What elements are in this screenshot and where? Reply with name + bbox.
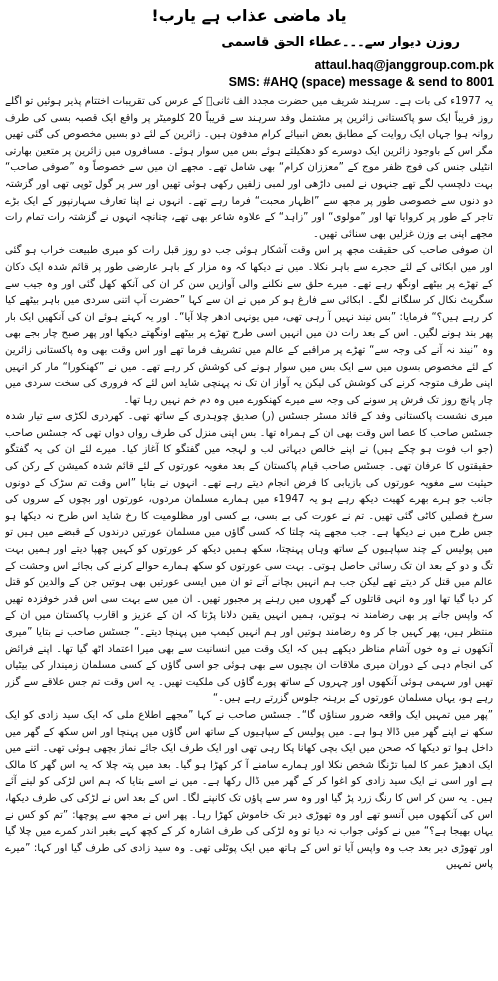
author-email: attaul.haq@janggroup.com.pk	[314, 58, 494, 72]
paragraph: ”پھر میں تمہیں ایک واقعہ ضرور سناؤں گا“۔ جسٹس صاحب نے کہا ”مجھے اطلاع ملی کہ ایک سید زادی کو ایک سکھ نے اپنے گھر میں ڈالا ہوا ہے۔ میں پولیس کے سپاہیوں کے ساتھ اس گاؤں میں پہنچا اور اس سکھ کے گھر میں داخل ہوا تو دیکھا کہ صحن میں ایک بچی کھانا پکا رہی تھی اور ایک طرف ایک جائے نماز بچھی ہوئی تھی۔ اتنے میں ایک ادھیڑ عمر کا لمبا تڑنگا شخص نکلا اور ہمارے سامنے آ کر کھڑا ہو گیا۔ بعد میں پتہ چلا کہ یہ اس گھر کا مالک ہے اور اسی نے ایک سید زادی کو اغوا کر کے گھر میں ڈال رکھا ہے۔ میں نے اسے بتایا کہ ہم اس لڑکی کو لینے آئے ہیں۔ یہ سن کر اس کا رنگ زرد پڑ گیا اور وہ سر سے پاؤں تک کانپنے لگا۔ اس کے بعد اس نے لڑکی کی طرف دیکھا، اس کی آنکھوں میں آنسو تھے اور وہ تھوڑی دیر تک خاموش کھڑا رہا۔ پھر اس نے مجھ سے پوچھا: ”تم کو کس نے یہاں بھیجا ہے؟“ میں نے کوئی جواب نہ دیا تو وہ لڑکی کی طرف اشارہ کر کے کچھ کہے بغیر اندر کمرے میں چلا گیا اور تھوڑی دیر بعد جب وہ واپس آیا تو اس کے ہاتھ میں ایک پوٹلی تھی۔ وہ سید زادی کی طرف گیا اور کہا: ”میرے پاس تمہیں	[5, 709, 493, 871]
paragraph: میری نشست پاکستانی وفد کے قائد مسٹر جسٹس (ر) صدیق چوہدری کے ساتھ تھی۔ کھردری لکڑی سے تیار شدہ جسٹس صاحب کا عصا اس وقت بھی ان کے ہمراہ تھا۔ بس اپنی منزل کی طرف رواں دواں تھی کہ جسٹس صاحب (جو اب فوت ہو چکے ہیں) نے اپنے خالص دیہاتی لب و لہجہ میں گفتگو کا آغاز کیا۔ میرے لئے ان کی یہ گفتگو حقیقتوں کا عرفان تھی۔ جسٹس صاحب قیام پاکستان کے بعد مغویہ عورتوں کے لئے قائم شدہ کمیشن کے رکن کی حیثیت سے مغویہ عورتوں کی بازیابی کا فرض انجام دیتے رہے تھے۔ انہوں نے بتایا ”اس وقت تم سڑک کے دونوں جانب جو ہرے بھرے کھیت دیکھ رہے ہو یہ 1947ء میں ہمارے مسلمان مردوں، عورتوں اور بچوں کے سروں کی سرخ فصلیں کاٹی گئی تھیں۔ تم نے عورت کی بے بسی، بے کسی اور مظلومیت کا رخ شاید اس طرح نہ دیکھا ہو جس طرح میں نے دیکھا ہے۔ جب مجھے پتہ چلتا کہ کسی گاؤں میں مسلمان عورتیں درندوں کے قبضے میں ہیں تو میں پولیس کے چند سپاہیوں کے ساتھ وہاں پہنچتا، سکھ ہمیں دیکھ کر عورتوں کو کہیں چھپا دیتے اور ہمیں بہت تگ و دو کے بعد ان تک رسائی حاصل ہوتی۔ بہت سی عورتوں کو سکھ ہمارے حوالے کرنے کی بجائے اس وحشت کے عالم میں قتل کر دیتے تھے لیکن جب ہم انہیں بچانے آتے تو ان میں ایسی عورتیں بھی ہوتیں جن کے والدین کو قتل کر دیا گیا تھا اور وہ انہی قاتلوں کے گھروں میں رہنے پر مجبور تھیں۔ ان میں سے بہت سی اس قدر خوفزدہ تھیں کہ واپس جانے پر بھی رضامند نہ ہوتیں، ہمیں انہیں یقین دلانا پڑتا کہ ان کے عزیز و اقارب پاکستان میں ان کے منتظر ہیں، پھر کہیں جا کر وہ رضامند ہوتیں اور ہم انہیں کیمپ میں پہنچا دیتے۔“ جسٹس صاحب نے بتایا ”میری آنکھوں نے وہ خوں آشام مناظر دیکھے ہیں کہ ایک وقت میں انسانیت سے بھی میرا اعتماد اٹھ گیا تھا۔ اپنے فرائض کی انجام دہی کے دوران میری ملاقات ان بچیوں سے بھی ہوئی جو اسی گاؤں کے کسی مسلمان زمیندار کی بیٹیاں تھیں اور سہمی ہوئی آنکھوں اور چہروں کے ساتھ پورے گاؤں کی ملکیت تھیں۔ یہ اس وقت تم جس علاقے سے گزر رہے ہو، یہاں مسلمان عورتوں کے برہنہ جلوس گزرتے رہے ہیں۔“	[5, 411, 493, 705]
sms-instruction: SMS: #AHQ (space) message & send to 8001	[228, 75, 494, 89]
column-title: یاد ماضی عذاب ہے یارب!	[151, 6, 347, 25]
paragraph: ان صوفی صاحب کی حقیقت مجھ پر اس وقت آشکار ہوئی جب دو روز قبل رات کو میری طبیعت خراب ہو گئی اور میں ابکائی کے لئے حجرے سے باہر نکلا۔ میں نے دیکھا کہ وہ مزار کے باہر عارضی طور پر قائم شدہ ایک دکان کے تھڑے پر بیٹھے اونگھ رہے تھے۔ میرے حلق سے نکلنے والی آوازیں سن کر ان کی آنکھ کھل گئی اور وہ جیب سے سگریٹ نکال کر سلگانے لگے۔ ابکائی سے فارغ ہو کر میں نے ان سے کہا ”حضرت آپ اتنی سردی میں باہر بیٹھے کیا کر رہے ہیں؟“ فرمایا: ”بس نیند نہیں آ رہی تھی، میں یونہی ادھر چلا آیا“۔ اور یہ کہتے ہوئے ان کی آنکھیں ایک بار پھر بند ہونے لگیں۔ اس کے بعد رات دن میں انہیں اسی طرح تھڑے پر بیٹھے اونگھتے دیکھا اور پھر صبح چار بجے بھی وہ ”نیند نہ آنے کی وجہ سے“ تھڑے پر مراقبے کے عالم میں تشریف فرما تھے اور اس وقت بھی وہ پاکستانی زائرین کے لئے مخصوص بسوں میں سے ایک بس میں سوار ہونے کی کوشش کر رہے تھے۔ میں نے ”کھنکورا“ مار کر انہیں اپنی طرف متوجہ کرنے کی کوشش کی لیکن یہ آواز ان تک نہ پہنچی شاید اس لئے کہ فروری کی سخت سردی میں چار پانچ روز تک فرش پر سونے کی وجہ سے میرے کھنکورے میں وہ دم خم نہیں رہا تھا۔	[5, 245, 493, 406]
paragraph: یہ 1977ء کی بات ہے۔ سرہند شریف میں حضرت مجدد الف ثانیؒ کے عرس کی تقریبات اختتام پذیر ہوئیں تو اگلے روز قریباً ایک سو پاکستانی زائرین پر مشتمل وفد سرہند سے قریباً 20 کلومیٹر پر واقع ایک قصبہ بسی کی طرف روانہ ہوا جہاں ایک روایت کے مطابق بعض انبیائے کرام مدفون ہیں۔ زائرین کے لئے دو بسیں مخصوص کی گئی تھیں مگر اس کے باوجود زائرین ایک دوسرے کو دھکیلتے ہوئے بس میں سوار ہوئے۔ مسافروں میں زائرین پر متعین بھارتی انٹیلی جنس کی فوج ظفر موج کے ”معززان کرام“ بھی شامل تھے۔ مجھے ان میں سے خصوصاً وہ ”صوفی صاحب“ بہت دلچسپ لگے تھے جنہوں نے لمبی داڑھی اور لمبی زلفیں رکھی ہوئی تھیں اور سر پر گول ٹوپی تھی اور گزشتہ دو دنوں سے خصوصی طور پر مجھ سے ”اظہار محبت“ فرما رہے تھے۔ انہوں نے اپنا تعارف سہارنپور کے ایک بڑے تاجر کے طور پر کروایا تھا اور ”مولوی“ اور ”زاہد“ کے علاوہ شاعر بھی تھے، چنانچہ انہوں نے گزشتہ رات تمام رات مجھے اپنی بے وزن غزلیں بھی سنائی تھیں۔	[5, 96, 493, 240]
column-body	[5, 94, 493, 978]
column-byline: روزن دیوار سے۔۔۔عطاء الحق قاسمی	[221, 35, 460, 50]
